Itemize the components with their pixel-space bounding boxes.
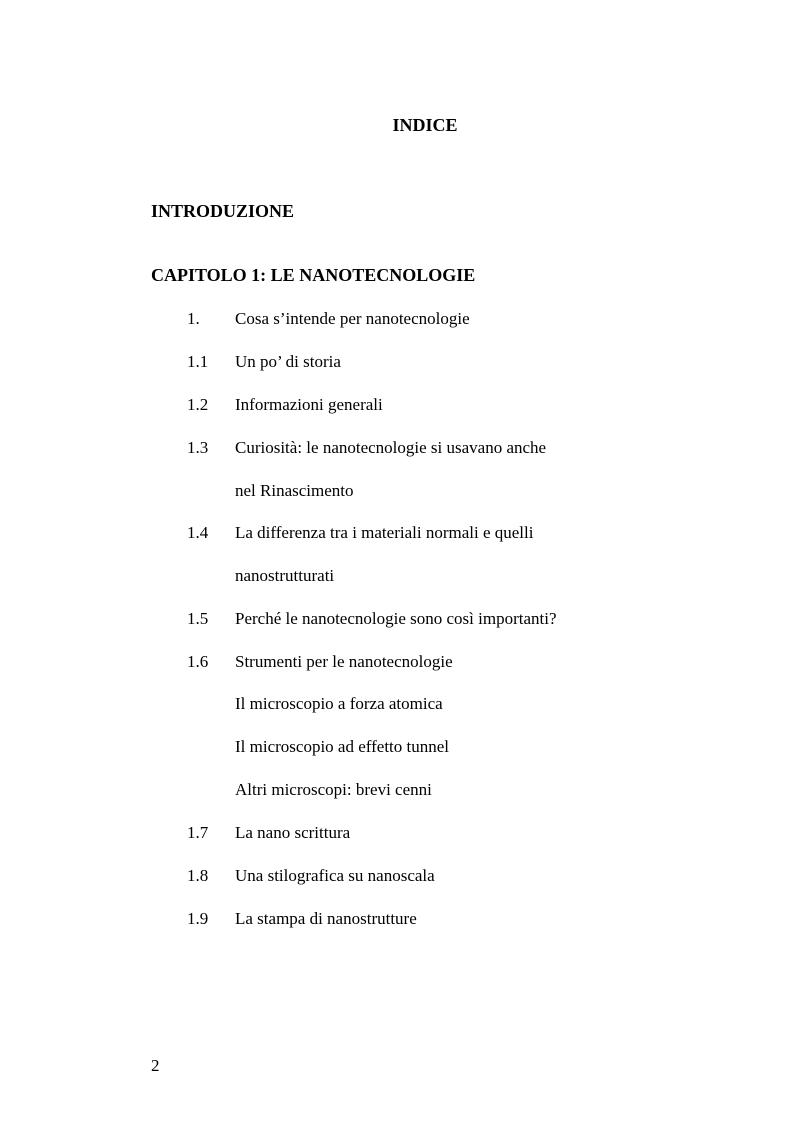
toc-entry-continuation [0,565,793,587]
toc-entry [0,865,793,887]
toc-entry [0,437,793,459]
toc-entry-title: Informazioni generali [235,395,383,414]
toc-entry [0,651,793,673]
toc-entry-number: 1.8 [187,866,209,885]
toc-entry-title: Cosa s’intende per nanotecnologie [235,309,470,328]
toc-entry-title: Una stilografica su nanoscala [235,866,435,885]
toc-entry-title: Un po’ di storia [235,352,341,371]
toc-entry-title: Il microscopio a forza atomica [235,694,443,713]
toc-entry-number: 1.4 [187,523,209,542]
page-title: INDICE [392,115,458,135]
toc-entry-title: Perché le nanotecnologie sono così importanti? [235,609,557,628]
toc-entry-title: Strumenti per le nanotecnologie [235,652,453,671]
toc-subentry [0,736,793,758]
toc-entry-title: La stampa di nanostrutture [235,909,417,928]
page-number: 2 [151,1056,160,1075]
toc-entry-continuation [0,480,793,502]
toc-entry-title: Altri microscopi: brevi cenni [235,780,432,799]
introduction-heading: INTRODUZIONE [151,201,295,221]
toc-entry [0,522,793,544]
chapter-heading: CAPITOLO 1: LE NANOTECNOLOGIE [151,265,476,285]
toc-entry-number: 1. [187,309,200,328]
toc-entry-number: 1.1 [187,352,209,371]
toc-entry-number: 1.7 [187,823,209,842]
toc-entry-title: La differenza tra i materiali normali e quelli [235,523,534,542]
toc-entry [0,351,793,373]
toc-entry [0,908,793,930]
toc-subentry [0,779,793,801]
toc-subentry [0,693,793,715]
toc-entry-title: Il microscopio ad effetto tunnel [235,737,450,756]
toc-entry-number: 1.2 [187,395,209,414]
toc-entry-title: La nano scrittura [235,823,351,842]
toc-entry-title: nanostrutturati [235,566,335,585]
toc-entry-number: 1.9 [187,909,209,928]
toc-entry [0,822,793,844]
toc-entry [0,394,793,416]
toc-entry [0,308,793,330]
toc-entry-number: 1.6 [187,652,209,671]
toc-entry-number: 1.3 [187,438,209,457]
toc-entry-title: Curiosità: le nanotecnologie si usavano anche [235,438,547,457]
toc-entry-title: nel Rinascimento [235,481,354,500]
toc-entry-number: 1.5 [187,609,209,628]
toc-entry [0,608,793,630]
